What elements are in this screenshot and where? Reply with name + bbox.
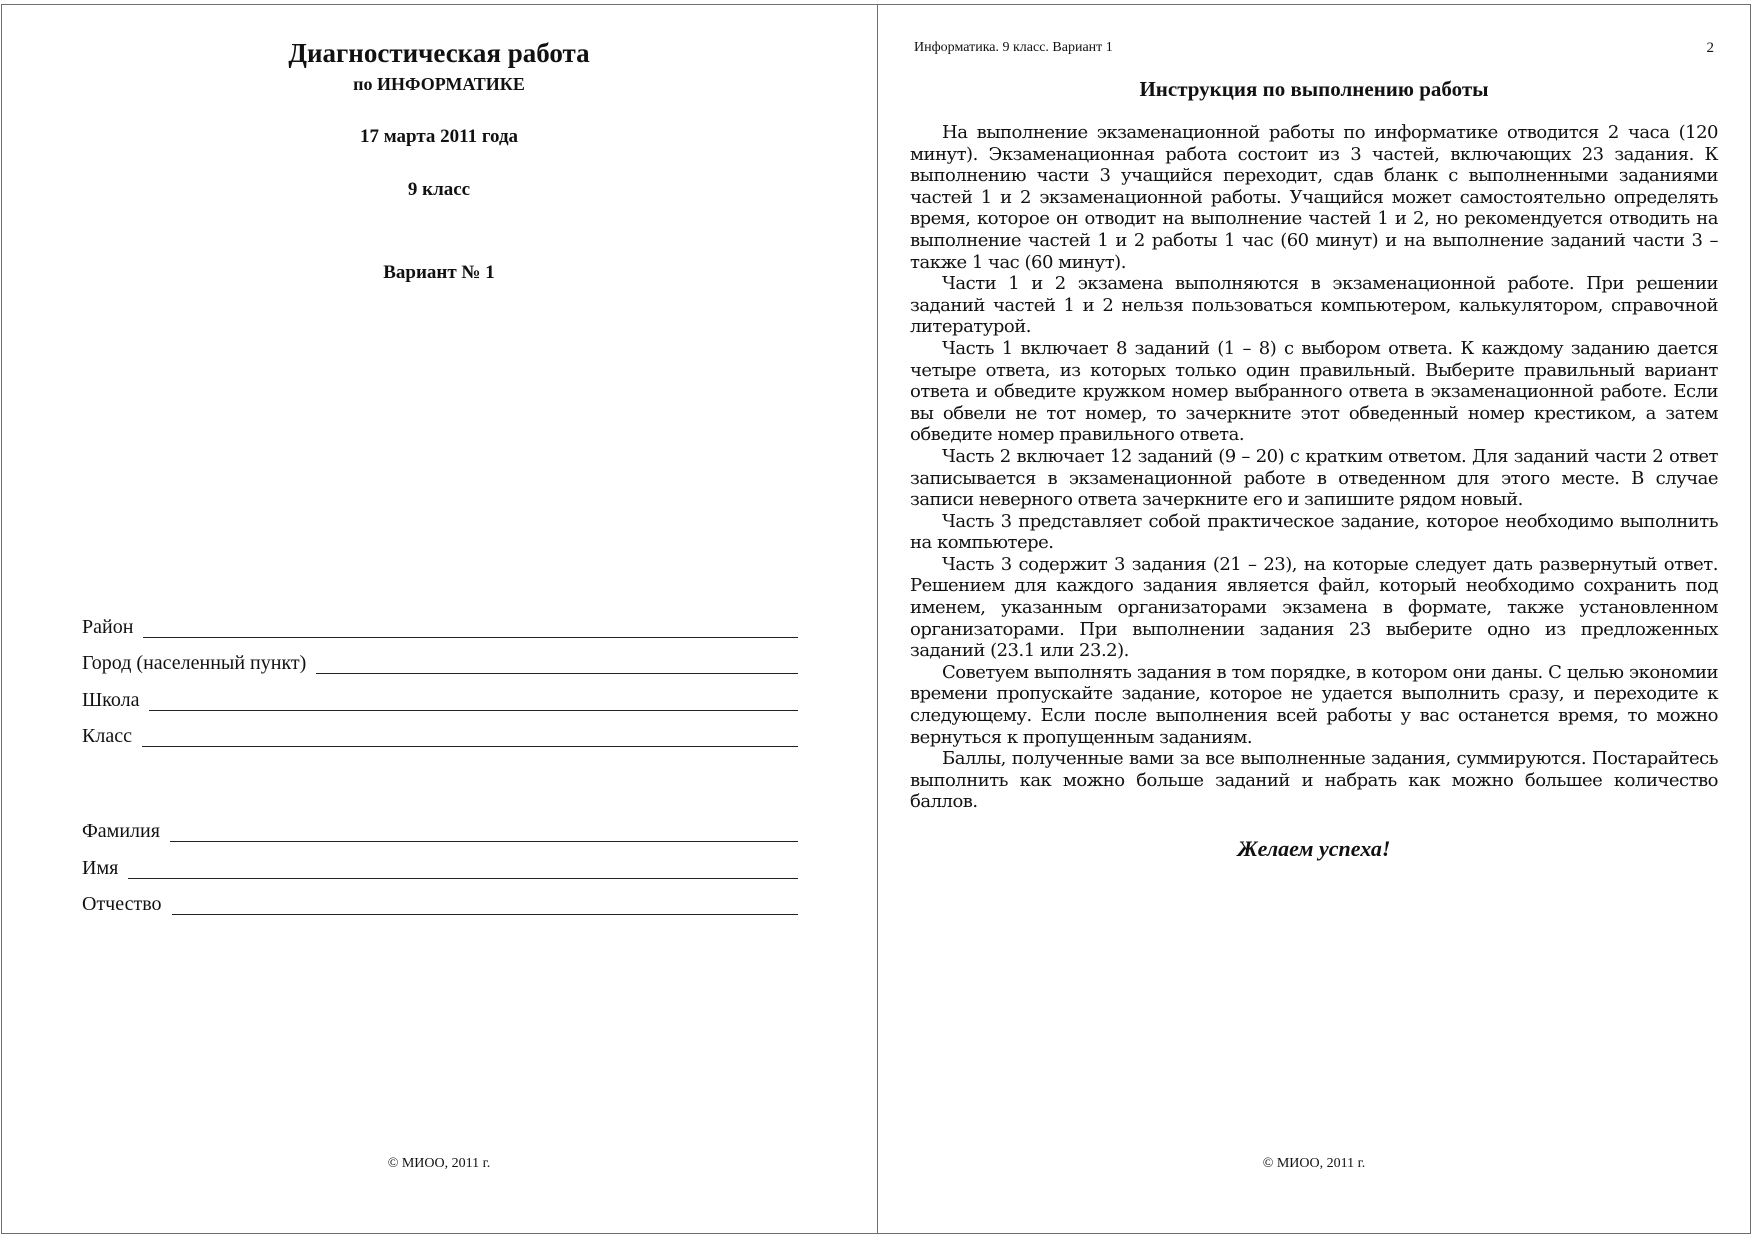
variant-label: Вариант № 1: [383, 262, 495, 283]
class-label: Класс: [82, 725, 132, 747]
district-field[interactable]: [82, 612, 798, 638]
school-line[interactable]: [149, 710, 798, 711]
paragraph: Советуем выполнять задания в том порядке, в котором они даны. С целью экономии времени пропускайте задание, которое не удается выполнить сразу, и переходите к следующему. Если после выполнения всей работы у вас останется время, то можно вернуться к пропущенным заданиям.: [910, 661, 1718, 748]
instructions-title: Инструкция по выполнению работы: [1139, 77, 1489, 101]
district-line[interactable]: [143, 637, 798, 638]
instructions-body: [910, 122, 1718, 813]
school-field[interactable]: [82, 685, 798, 711]
surname-line[interactable]: [170, 841, 798, 842]
document-title: Диагностическая работа: [288, 38, 590, 68]
surname-label: Фамилия: [82, 820, 160, 842]
paragraph: На выполнение экзаменационной работы по информатике отводится 2 часа (120 минут). Экзаменационная работа состоит из 3 частей, включающих 23 задания. К выполнению части 3 учащийся переходит, сдав бланк с выполненными заданиями частей 1 и 2 экзаменационной работы. Учащийся может самостоятельно определять время, которое он отводит на выполнение частей 1 и 2, но рекомендуется отводить на выполнение частей 1 и 2 работы 1 час (60 минут) и на выполнение заданий части 3 – также 1 час (60 минут).: [910, 122, 1718, 273]
school-label: Школа: [82, 689, 140, 711]
patronymic-line[interactable]: [172, 914, 798, 915]
class-line[interactable]: [142, 746, 798, 747]
patronymic-label: Отчество: [82, 893, 162, 915]
grade-label: 9 класс: [407, 179, 471, 200]
subject-subtitle: по ИНФОРМАТИКЕ: [353, 74, 525, 94]
city-line[interactable]: [316, 673, 798, 674]
surname-field[interactable]: [82, 816, 798, 842]
city-field[interactable]: [82, 648, 798, 674]
exam-date: 17 марта 2011 года: [359, 126, 519, 147]
district-label: Район: [82, 616, 134, 638]
paragraph: Часть 3 содержит 3 задания (21 – 23), на которые следует дать развернутый ответ. Решением для каждого задания является файл, который необходимо сохранить под именем, указанным организаторами экзамена в формате, также установленном организаторами. При выполнении задания 23 выберите одно из предложенных заданий (23.1 или 23.2).: [910, 553, 1718, 662]
name-label: Имя: [82, 857, 119, 879]
page-number: 2: [1706, 40, 1714, 56]
instructions-page: [878, 4, 1750, 1234]
patronymic-field[interactable]: [82, 889, 798, 915]
name-line[interactable]: [128, 878, 798, 879]
name-field[interactable]: [82, 853, 798, 879]
paragraph: Часть 3 представляет собой практическое задание, которое необходимо выполнить на компьютере.: [910, 510, 1718, 554]
closing-wish: Желаем успеха!: [1237, 836, 1391, 861]
copyright-footer: © МИОО, 2011 г.: [387, 1156, 491, 1171]
city-label: Город (населенный пункт): [82, 652, 307, 674]
running-head: Информатика. 9 класс. Вариант 1: [914, 40, 1113, 55]
class-field[interactable]: [82, 721, 798, 747]
paragraph: Баллы, полученные вами за все выполненные задания, суммируются. Постарайтесь выполнить как можно больше заданий и набрать как можно большее количество баллов.: [910, 748, 1718, 813]
paragraph: Часть 1 включает 8 заданий (1 – 8) с выбором ответа. К каждому заданию дается четыре ответа, из которых только один правильный. Выберите правильный вариант ответа и обведите кружком номер выбранного ответа в экзаменационной работе. Если вы обвели не тот номер, то зачеркните этот обведенный номер крестиком, а затем обведите номер правильного ответа.: [910, 337, 1718, 446]
copyright-footer: © МИОО, 2011 г.: [1262, 1156, 1366, 1171]
paragraph: Часть 2 включает 12 заданий (9 – 20) с кратким ответом. Для заданий части 2 ответ записывается в экзаменационной работе в отведенном для этого месте. В случае записи неверного ответа зачеркните его и запишите рядом новый.: [910, 445, 1718, 511]
paragraph: Части 1 и 2 экзамена выполняются в экзаменационной работе. При решении заданий частей 1 и 2 нельзя пользоваться компьютером, калькулятором, справочной литературой.: [910, 273, 1718, 338]
cover-page: [2, 4, 876, 1234]
